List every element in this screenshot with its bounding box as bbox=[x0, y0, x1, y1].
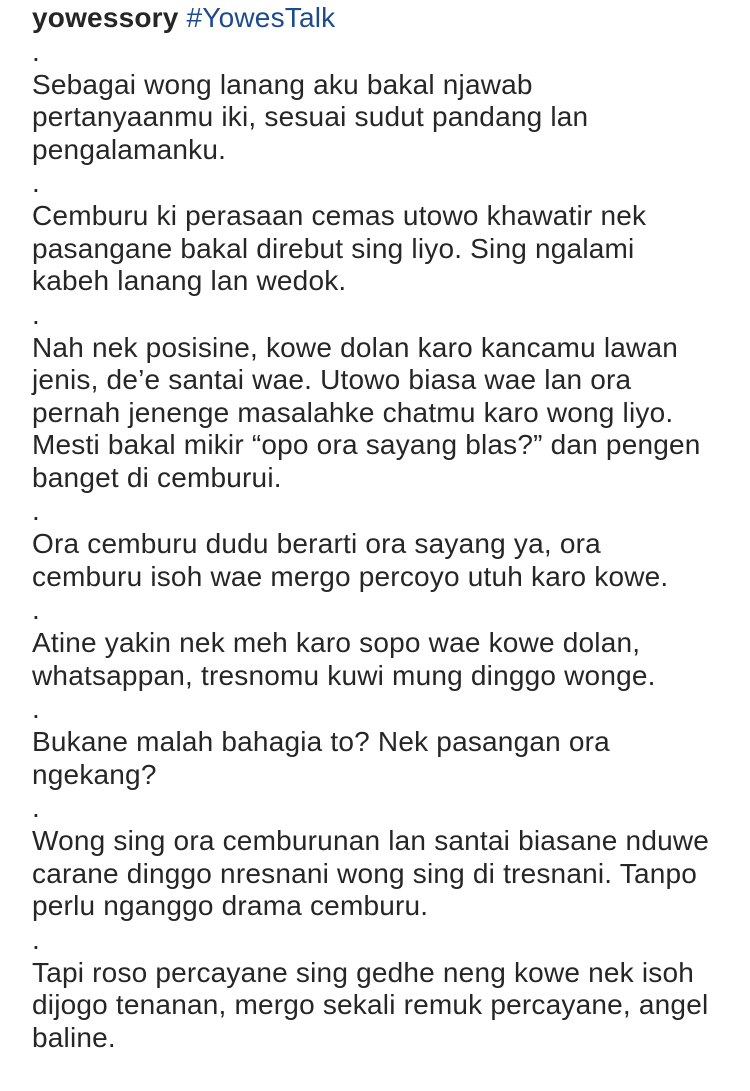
paragraph-text bbox=[32, 69, 732, 167]
paragraph-line: pernah jenenge masalahke chatmu karo wong liyo. bbox=[32, 396, 674, 428]
post-caption bbox=[32, 0, 732, 1054]
paragraph-line: perlu nganggo drama cemburu. bbox=[32, 890, 429, 921]
paragraph-text bbox=[32, 825, 732, 923]
username-link[interactable]: yowessory bbox=[32, 2, 179, 33]
paragraph-line: dijogo tenanan, mergo sekali remuk percayane, angel bbox=[32, 989, 709, 1020]
paragraph-text bbox=[32, 332, 732, 495]
paragraph-separator: . bbox=[32, 594, 40, 625]
paragraph-text bbox=[32, 627, 732, 692]
caption-paragraph bbox=[32, 494, 732, 593]
paragraph-separator: . bbox=[32, 495, 40, 526]
paragraph-line: Cemburu ki perasaan cemas utowo khawatir nek bbox=[32, 200, 647, 231]
paragraph-line: Nah nek posisine, kowe dolan karo kancamu lawan bbox=[32, 331, 678, 363]
paragraph-text bbox=[32, 726, 732, 791]
paragraph-text bbox=[32, 528, 732, 593]
paragraph-line: pertanyaanmu iki, sesuai sudut pandang lan bbox=[32, 101, 589, 132]
paragraph-line: whatsappan, tresnomu kuwi mung dinggo wonge. bbox=[32, 659, 656, 691]
paragraph-line: ngekang? bbox=[32, 758, 157, 790]
paragraph-line: carane dinggo nresnani wong sing di tresnani. Tanpo bbox=[32, 857, 698, 889]
paragraph-line: baline. bbox=[32, 1021, 116, 1053]
paragraph-line: Sebagai wong lanang aku bakal njawab bbox=[32, 68, 533, 100]
caption-paragraph bbox=[32, 593, 732, 692]
paragraph-separator: . bbox=[32, 923, 40, 955]
caption-paragraph bbox=[32, 166, 732, 298]
paragraph-separator: . bbox=[32, 298, 40, 330]
paragraph-line: Wong sing ora cemburunan lan santai biasane nduwe bbox=[32, 825, 710, 856]
paragraph-line: Atine yakin nek meh karo sopo wae kowe dolan, bbox=[32, 627, 641, 658]
paragraph-line: pasangane bakal direbut sing liyo. Sing ngalami bbox=[32, 232, 635, 264]
caption-body bbox=[32, 35, 732, 1055]
paragraph-separator: . bbox=[32, 792, 40, 823]
paragraph-line: cemburu isoh wae mergo percoyo utuh karo kowe. bbox=[32, 560, 669, 592]
paragraph-line: kabeh lanang lan wedok. bbox=[32, 265, 347, 296]
paragraph-line: Ora cemburu dudu berarti ora sayang ya, ora bbox=[32, 528, 601, 559]
caption-paragraph bbox=[32, 35, 732, 167]
paragraph-text bbox=[32, 200, 732, 298]
paragraph-line: Mesti bakal mikir “opo ora sayang blas?” dan pengen bbox=[32, 429, 701, 460]
hashtag-link[interactable]: #YowesTalk bbox=[186, 2, 336, 33]
paragraph-line: banget di cemburui. bbox=[32, 461, 282, 493]
caption-paragraph bbox=[32, 692, 732, 791]
caption-paragraph bbox=[32, 791, 732, 923]
paragraph-separator: . bbox=[32, 167, 40, 198]
paragraph-line: Bukane malah bahagia to? Nek pasangan ora bbox=[32, 726, 610, 757]
paragraph-line: pengalamanku. bbox=[32, 133, 227, 165]
paragraph-line: jenis, de’e santai wae. Utowo biasa wae lan ora bbox=[32, 364, 632, 395]
paragraph-text bbox=[32, 957, 732, 1055]
caption-header bbox=[32, 0, 732, 35]
paragraph-separator: . bbox=[32, 35, 40, 67]
caption-paragraph bbox=[32, 923, 732, 1055]
paragraph-line: Tapi roso percayane sing gedhe neng kowe nek isoh bbox=[32, 956, 695, 988]
paragraph-separator: . bbox=[32, 693, 40, 724]
caption-paragraph bbox=[32, 298, 732, 495]
